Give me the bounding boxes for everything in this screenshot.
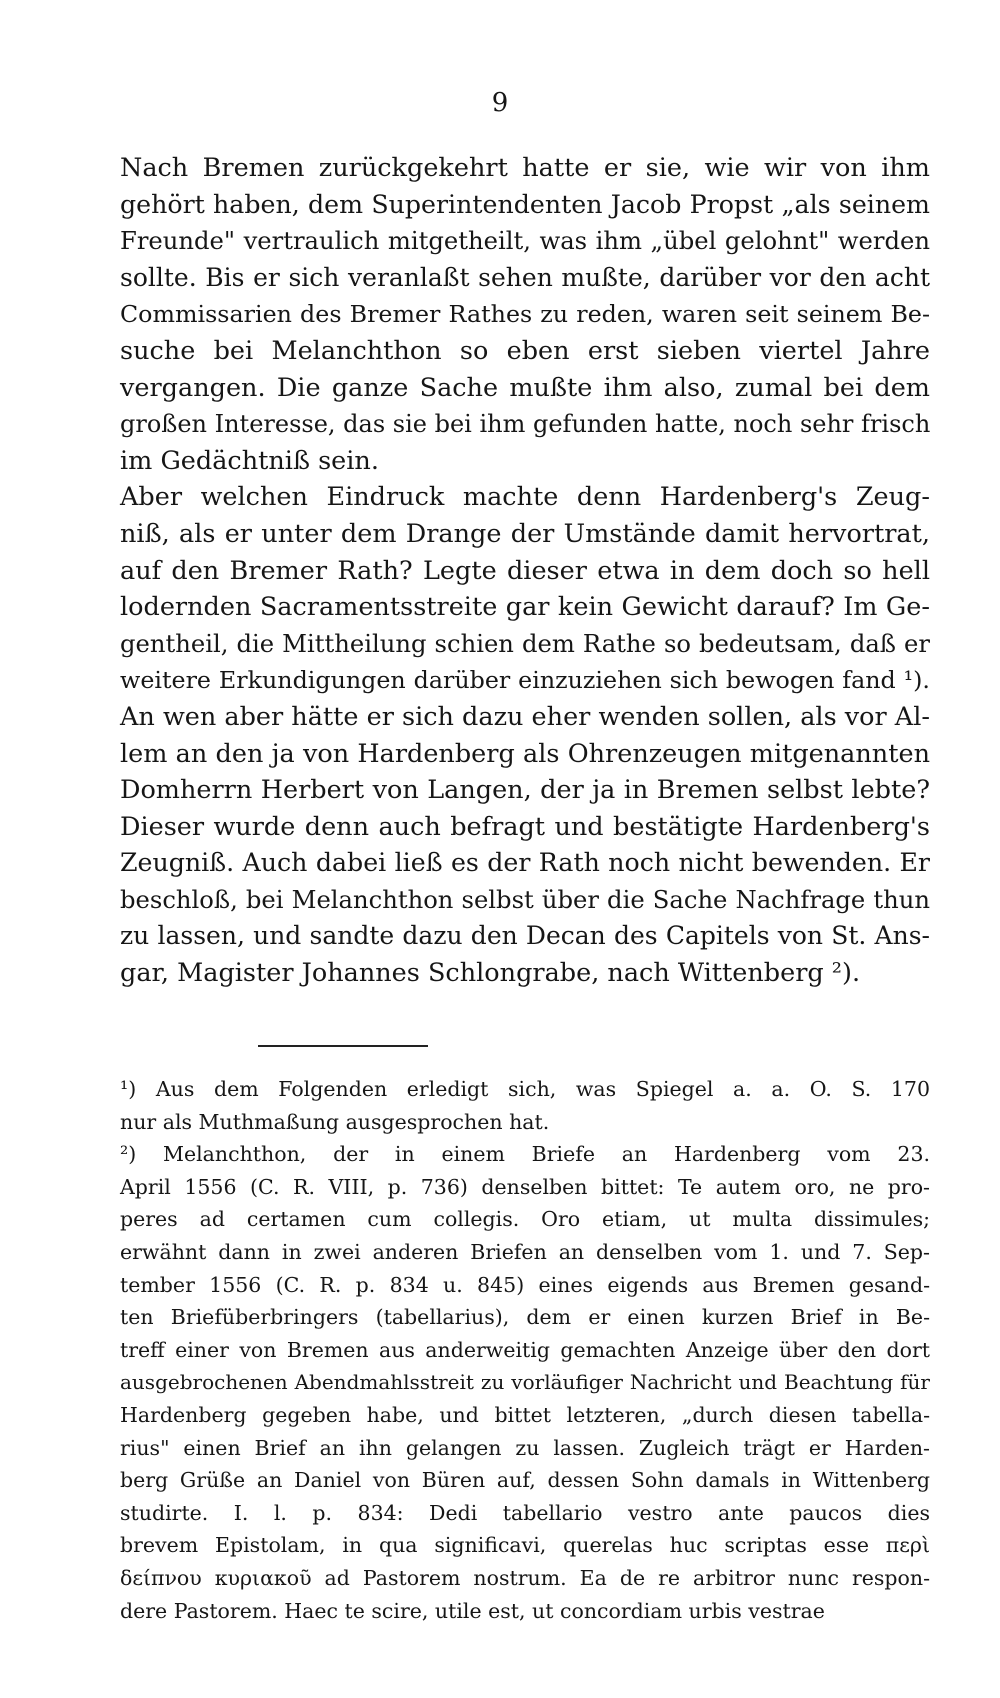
text-line: Zeugniß. Auch dabei ließ es der Rath noch nicht bewenden. Er: [120, 848, 930, 878]
text-line: auf den Bremer Rath? Legte dieser etwa in dem doch so hell: [120, 555, 930, 586]
footnote-line: erwähnt dann in zwei anderen Briefen an denselben vom 1. und 7. Sep-: [120, 1239, 930, 1264]
footnote-line: berg Grüße an Daniel von Büren auf, dessen Sohn damals in Wittenberg: [120, 1468, 930, 1493]
footnote-line: brevem Epistolam, in qua significavi, querelas huc scriptas esse περὶ: [120, 1533, 930, 1558]
text-line: Domherrn Herbert von Langen, der ja in Bremen selbst lebte?: [120, 775, 930, 806]
footnote-line: ten Briefüberbringers (tabellarius), dem er einen kurzen Brief in Be-: [120, 1305, 930, 1330]
footnote-line: nur als Muthmaßung ausgesprochen hat.: [120, 1109, 550, 1134]
text-line: gar, Magister Johannes Schlongrabe, nach Wittenberg ²).: [120, 958, 861, 989]
footnote-line: Hardenberg gegeben habe, und bittet letzteren, „durch diesen tabella-: [120, 1402, 930, 1427]
text-line: zu lassen, und sandte dazu den Decan des Capitels von St. Ans-: [120, 921, 930, 951]
text-line: gehört haben, dem Superintendenten Jacob Propst „als seinem: [120, 189, 930, 219]
text-line: niß, als er unter dem Drange der Umstände damit hervortrat,: [120, 518, 930, 549]
text-line: Freunde" vertraulich mitgetheilt, was ihm „übel gelohnt" werden: [120, 226, 930, 256]
text-line: vergangen. Die ganze Sache mußte ihm also, zumal bei dem: [120, 372, 930, 403]
page-number: 9: [491, 88, 509, 118]
text-line: sollte. Bis er sich veranlaßt sehen mußte, darüber vor den acht: [120, 262, 930, 292]
text-line: weitere Erkundigungen darüber einzuziehen sich bewogen fand ¹).: [120, 666, 930, 695]
text-line: Commissarien des Bremer Rathes zu reden, waren seit seinem Be-: [120, 300, 930, 329]
text-line: im Gedächtniß sein.: [120, 445, 379, 476]
main-text: [120, 150, 930, 992]
footnote-line: studirte. I. l. p. 834: Dedi tabellario vestro ante paucos dies: [120, 1500, 930, 1525]
footnote-line: ²) Melanchthon, der in einem Briefe an Hardenberg vom 23.: [120, 1142, 930, 1167]
text-line: Aber welchen Eindruck machte denn Hardenberg's Zeug-: [120, 482, 930, 513]
text-line: suche bei Melanchthon so eben erst sieben viertel Jahre: [120, 335, 930, 366]
footnote-line: peres ad certamen cum collegis. Oro etiam, ut multa dissimules;: [120, 1207, 930, 1232]
text-line: großen Interesse, das sie bei ihm gefunden hatte, noch sehr frisch: [120, 410, 931, 439]
text-line: gentheil, die Mittheilung schien dem Rathe so bedeutsam, daß er: [120, 628, 930, 658]
text-line: Dieser wurde denn auch befragt und bestätigte Hardenberg's: [120, 811, 930, 842]
footnote-line: dere Pastorem. Haec te scire, utile est, ut concordiam urbis vestrae: [120, 1598, 825, 1623]
footnote-line: δείπνου κυριακοῦ ad Pastorem nostrum. Ea de re arbitror nunc respon-: [120, 1565, 930, 1590]
text-line: lodernden Sacramentsstreite gar kein Gewicht darauf? Im Ge-: [120, 592, 930, 623]
footnote-line: April 1556 (C. R. VIII, p. 736) denselben bittet: Te autem oro, ne pro-: [120, 1174, 930, 1199]
footnote-line: tember 1556 (C. R. p. 834 u. 845) eines eigends aus Bremen gesand-: [120, 1272, 930, 1297]
footnote-line: rius" einen Brief an ihn gelangen zu lassen. Zugleich trägt er Harden-: [120, 1435, 930, 1460]
text-line: lem an den ja von Hardenberg als Ohrenzeugen mitgenannten: [120, 738, 930, 769]
text-line: beschloß, bei Melanchthon selbst über die Sache Nachfrage thun: [120, 884, 930, 914]
text-line: Nach Bremen zurückgekehrt hatte er sie, wie wir von ihm: [120, 153, 930, 183]
footnotes: [120, 1073, 930, 1627]
text-line: An wen aber hätte er sich dazu eher wenden sollen, als vor Al-: [120, 701, 930, 732]
footnote-line: treff einer von Bremen aus anderweitig gemachten Anzeige über den dort: [120, 1337, 930, 1362]
footnote-divider: [258, 1045, 428, 1047]
footnote-line: ¹) Aus dem Folgenden erledigt sich, was Spiegel a. a. O. S. 170: [120, 1077, 930, 1101]
footnote-line: ausgebrochenen Abendmahlsstreit zu vorläufiger Nachricht und Beachtung für: [120, 1370, 930, 1395]
